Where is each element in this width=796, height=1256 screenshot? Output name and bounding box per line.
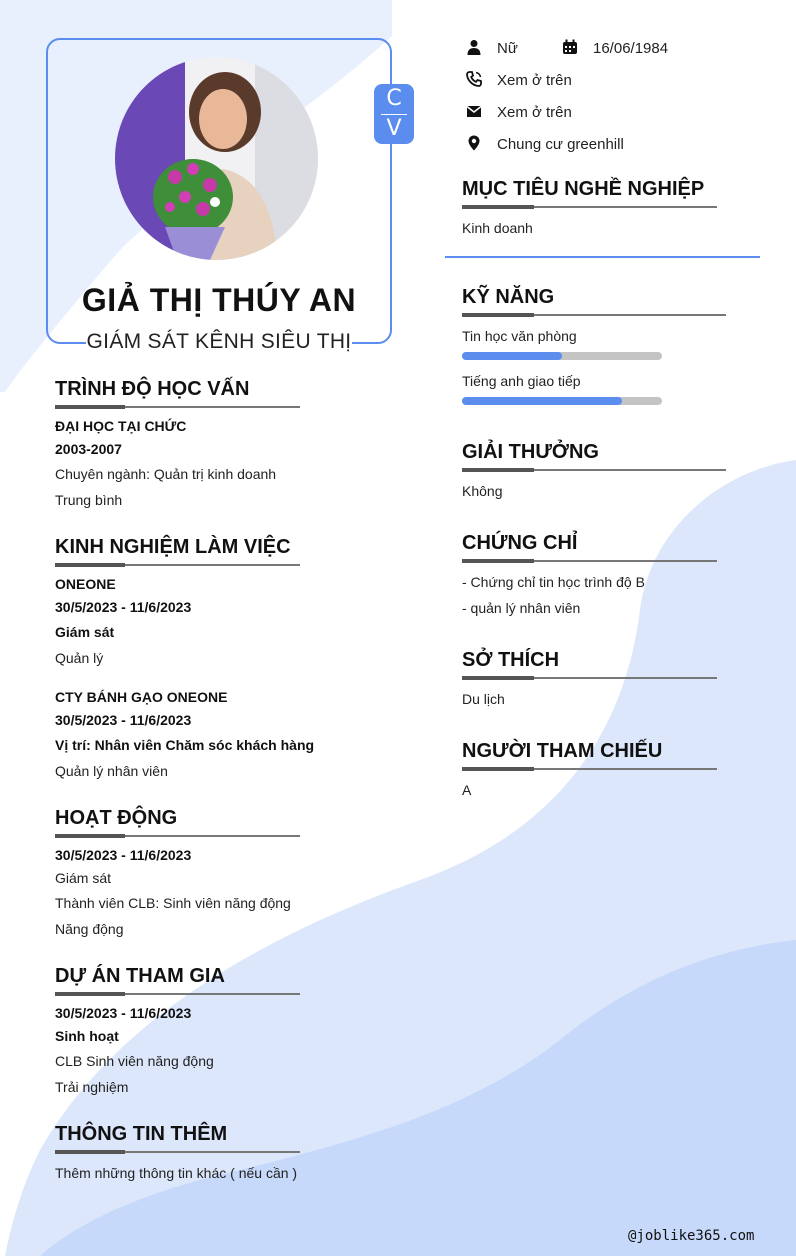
hobbies-title: SỞ THÍCH bbox=[462, 649, 560, 671]
skill-label: Tin học văn phòng bbox=[462, 328, 577, 344]
experience-underline bbox=[55, 564, 300, 566]
awards-title: GIẢI THƯỞNG bbox=[462, 441, 599, 463]
hobbies-underline bbox=[462, 677, 717, 679]
projects-description: Trải nghiệm bbox=[55, 1079, 129, 1095]
awards-text: Không bbox=[462, 483, 503, 499]
experience-position: Vị trí: Nhân viên Chăm sóc khách hàng bbox=[55, 737, 315, 753]
cv-badge bbox=[374, 84, 414, 144]
career-goal-underline bbox=[462, 206, 717, 208]
hobbies-text: Du lịch bbox=[462, 691, 505, 707]
additional-info-text: Thêm những thông tin khác ( nếu cần ) bbox=[55, 1165, 298, 1181]
education-underline bbox=[55, 406, 300, 408]
projects-title: DỰ ÁN THAM GIA bbox=[55, 965, 225, 987]
certificate-item: - quản lý nhân viên bbox=[462, 600, 581, 616]
education-title: TRÌNH ĐỘ HỌC VẤN bbox=[55, 378, 250, 400]
additional-info-title: THÔNG TIN THÊM bbox=[55, 1123, 228, 1145]
certificates-title: CHỨNG CHỈ bbox=[462, 532, 578, 554]
user-icon bbox=[466, 39, 482, 55]
career-goal-text: Kinh doanh bbox=[462, 220, 533, 236]
cv-badge-v: V bbox=[386, 116, 402, 141]
education-period: 2003-2007 bbox=[55, 441, 122, 457]
profile-photo bbox=[115, 57, 318, 260]
gender-value: Nữ bbox=[497, 40, 518, 57]
experience-title: KINH NGHIỆM LÀM VIỆC bbox=[55, 536, 291, 558]
candidate-role: GIÁM SÁT KÊNH SIÊU THỊ bbox=[86, 330, 352, 353]
cv-badge-divider bbox=[381, 114, 407, 115]
experience-description: Quản lý nhân viên bbox=[55, 763, 168, 779]
projects-organization: CLB Sinh viên năng động bbox=[55, 1053, 214, 1069]
skill-bar-fill bbox=[462, 352, 562, 360]
skill-label: Tiếng anh giao tiếp bbox=[462, 373, 581, 389]
education-grade: Trung bình bbox=[55, 492, 123, 508]
education-school: ĐẠI HỌC TẠI CHỨC bbox=[55, 418, 187, 434]
references-text: A bbox=[462, 782, 472, 798]
address-value: Chung cư greenhill bbox=[497, 136, 624, 153]
projects-name: Sinh hoạt bbox=[55, 1028, 119, 1044]
phone-icon bbox=[466, 71, 482, 87]
skill-bar bbox=[462, 397, 662, 405]
birthdate-value: 16/06/1984 bbox=[593, 40, 669, 57]
skills-title: KỸ NĂNG bbox=[462, 286, 555, 308]
certificate-item: - Chứng chỉ tin học trình độ B bbox=[462, 574, 645, 590]
certificates-underline bbox=[462, 560, 717, 562]
additional-info-underline bbox=[55, 1151, 300, 1153]
skill-bar bbox=[462, 352, 662, 360]
projects-period: 30/5/2023 - 11/6/2023 bbox=[55, 1005, 192, 1021]
activities-organization: Thành viên CLB: Sinh viên năng động bbox=[55, 895, 291, 911]
activities-description: Năng động bbox=[55, 921, 124, 937]
activities-period: 30/5/2023 - 11/6/2023 bbox=[55, 847, 192, 863]
phone-value: Xem ở trên bbox=[497, 72, 572, 89]
activities-title: HOẠT ĐỘNG bbox=[55, 807, 178, 829]
candidate-name: GIẢ THỊ THÚY AN bbox=[81, 282, 357, 318]
references-title: NGƯỜI THAM CHIẾU bbox=[462, 740, 663, 762]
education-major: Chuyên ngành: Quản trị kinh doanh bbox=[55, 466, 277, 482]
activities-role: Giám sát bbox=[55, 870, 112, 886]
career-goal-title: MỤC TIÊU NGHỀ NGHIỆP bbox=[462, 178, 705, 200]
references-underline bbox=[462, 768, 717, 770]
calendar-icon bbox=[562, 39, 578, 55]
projects-underline bbox=[55, 993, 300, 995]
skill-bar-fill bbox=[462, 397, 622, 405]
awards-underline bbox=[462, 469, 726, 471]
experience-position: Giám sát bbox=[55, 624, 115, 640]
location-pin-icon bbox=[466, 135, 482, 151]
email-value: Xem ở trên bbox=[497, 104, 572, 121]
experience-company: CTY BÁNH GẠO ONEONE bbox=[55, 689, 228, 705]
experience-period: 30/5/2023 - 11/6/2023 bbox=[55, 599, 192, 615]
mail-icon bbox=[466, 103, 482, 119]
section-divider bbox=[445, 256, 760, 258]
experience-description: Quản lý bbox=[55, 650, 104, 666]
activities-underline bbox=[55, 835, 300, 837]
watermark: @joblike365.com bbox=[628, 1228, 755, 1244]
cv-badge-c: C bbox=[386, 86, 402, 111]
skills-underline bbox=[462, 314, 726, 316]
experience-company: ONEONE bbox=[55, 576, 116, 592]
experience-period: 30/5/2023 - 11/6/2023 bbox=[55, 712, 192, 728]
